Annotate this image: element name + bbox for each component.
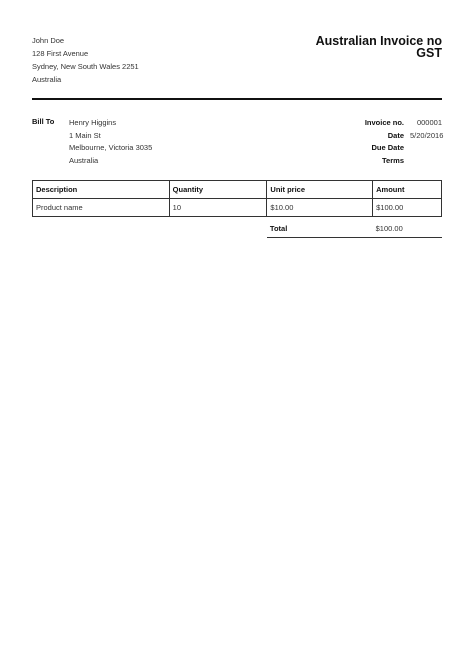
header-unit-price: Unit price — [267, 181, 373, 199]
invoice-no-row — [334, 117, 442, 130]
line-items-table — [32, 180, 442, 238]
bill-to-country: Australia — [69, 155, 99, 165]
terms-value — [410, 155, 442, 168]
cell-quantity: 10 — [169, 199, 267, 217]
cell-description: Product name — [33, 199, 170, 217]
bill-to-label: Bill To — [32, 117, 55, 126]
total-row — [33, 217, 442, 238]
due-date-row — [334, 142, 442, 155]
total-spacer-1 — [33, 217, 170, 238]
bill-to-name: Henry Higgins — [69, 118, 117, 127]
invoice-title-line2: GST — [416, 46, 442, 60]
invoice-no-value: 000001 — [416, 118, 442, 127]
header-divider — [32, 98, 442, 100]
invoice-no-label: Invoice no. — [364, 118, 404, 127]
sender-address — [32, 34, 139, 86]
terms-label: Terms — [382, 155, 404, 165]
due-date-value — [410, 142, 442, 155]
bill-to-address-line1: 1 Main St — [69, 130, 101, 140]
bill-to-address — [69, 117, 152, 167]
cell-unit-price: $10.00 — [267, 199, 373, 217]
table-header-row — [33, 181, 442, 199]
sender-country: Australia — [32, 75, 62, 84]
total-label: Total — [267, 217, 373, 238]
total-value: $100.00 — [373, 217, 442, 238]
invoice-title-line1: Australian Invoice no — [315, 34, 442, 48]
sender-address-line2: Sydney, New South Wales 2251 — [32, 62, 139, 71]
terms-row — [334, 155, 442, 168]
date-row — [334, 130, 442, 143]
invoice-meta — [334, 117, 442, 167]
invoice-title — [316, 35, 442, 59]
date-value: 5/20/2016 — [410, 130, 444, 140]
bill-to-address-line2: Melbourne, Victoria 3035 — [69, 143, 153, 152]
sender-name: John Doe — [32, 36, 65, 45]
total-spacer-2 — [169, 217, 267, 238]
header-amount: Amount — [373, 181, 442, 199]
due-date-label: Due Date — [371, 143, 404, 152]
table-row — [33, 199, 442, 217]
header-description: Description — [33, 181, 170, 199]
header-quantity: Quantity — [169, 181, 267, 199]
date-label: Date — [387, 130, 404, 140]
cell-amount: $100.00 — [373, 199, 442, 217]
sender-address-line1: 128 First Avenue — [32, 49, 89, 58]
